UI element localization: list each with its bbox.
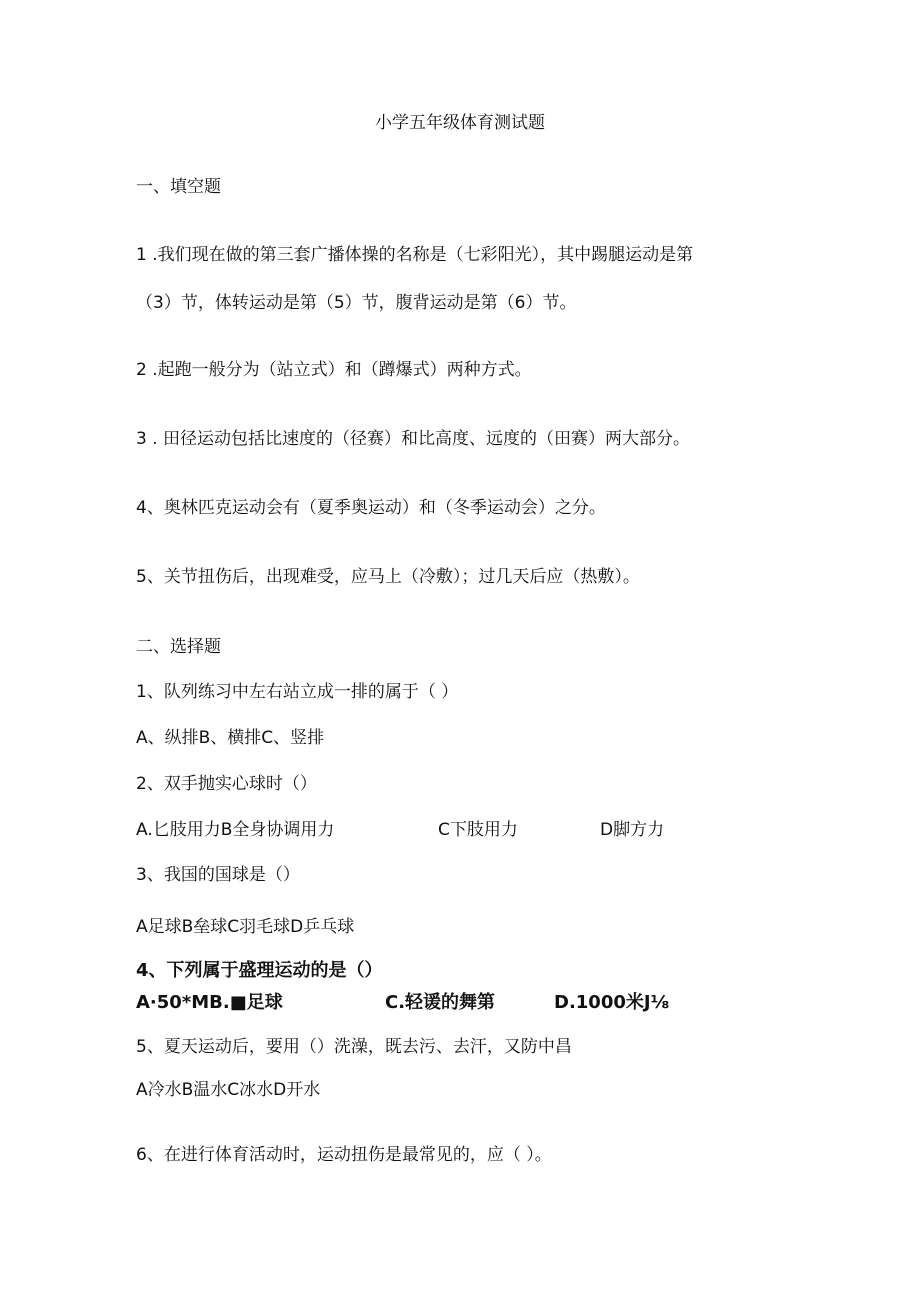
fill-question-5: 5、关节扭伤后，出现难受，应马上（冷敷）；过几天后应（热敷）。 <box>136 567 640 587</box>
choice-question-4-option-d: D.1000米J⅛ <box>554 992 670 1013</box>
choice-question-4-option-c: C.轻谖的舞第 <box>385 992 496 1013</box>
choice-question-5: 5、夏天运动后，要用（）洗澡，既去污、去汗，又防中昌 <box>136 1037 572 1057</box>
choice-question-4: 4、下列属于盛理运动的是（） <box>136 960 383 981</box>
choice-question-2-option-c: C下肢用力 <box>438 820 518 840</box>
choice-question-2-option-a: A.匕肢用力B全身协调用力 <box>136 820 335 840</box>
choice-question-3-options: A足球B垒球C羽毛球D乒乓球 <box>136 917 355 937</box>
fill-question-4: 4、奥林匹克运动会有（夏季奥运动）和（冬季运动会）之分。 <box>136 498 606 518</box>
choice-question-1: 1、队列练习中左右站立成一排的属于（ ） <box>136 682 459 702</box>
choice-question-4-option-a: A·50*MB.■足球 <box>136 992 283 1013</box>
fill-question-1-line-1: 1 .我们现在做的第三套广播体操的名称是（七彩阳光），其中踢腿运动是第 <box>136 245 694 265</box>
page-title: 小学五年级体育测试题 <box>375 113 545 133</box>
fill-question-2: 2 .起跑一般分为（站立式）和（蹲爆式）两种方式。 <box>136 360 532 380</box>
choice-question-3: 3、我国的国球是（） <box>136 865 300 885</box>
choice-question-6: 6、在进行体育活动时，运动扭伤是最常见的，应（ ）。 <box>136 1145 552 1165</box>
choice-question-1-options: A、纵排B、横排C、竖排 <box>136 728 325 748</box>
section-heading-choice: 二、选择题 <box>136 637 221 657</box>
choice-question-2: 2、双手抛实心球时（） <box>136 774 317 794</box>
section-heading-fill-blank: 一、填空题 <box>136 177 221 197</box>
choice-question-2-option-d: D脚方力 <box>600 820 665 840</box>
choice-question-5-options: A冷水B温水C冰水D开水 <box>136 1080 321 1100</box>
fill-question-3: 3 . 田径运动包括比速度的（径赛）和比高度、远度的（田赛）两大部分。 <box>136 429 691 449</box>
fill-question-1-line-2: （3）节，体转运动是第（5）节，腹背运动是第（6）节。 <box>136 293 577 313</box>
